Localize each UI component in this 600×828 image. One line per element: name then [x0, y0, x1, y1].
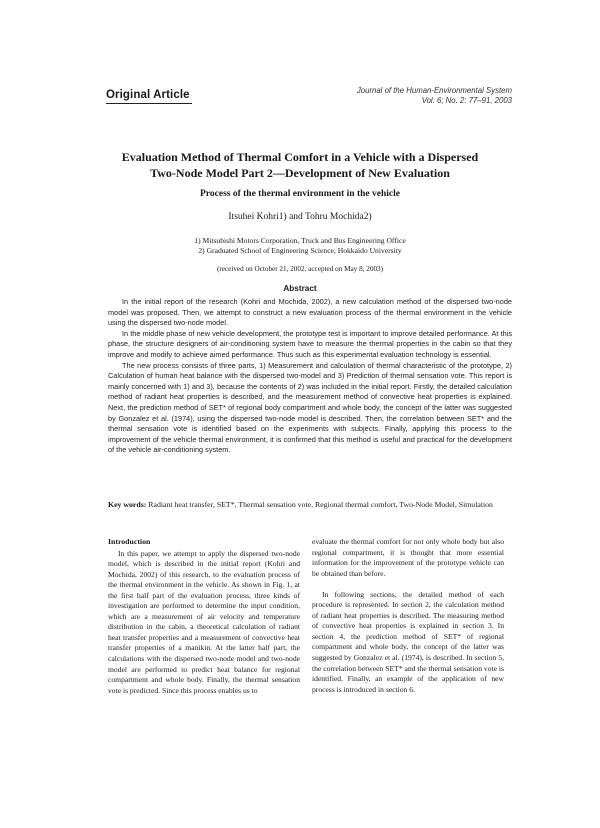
body-paragraph: evaluate the thermal comfort for not only whole body but also regional compartment, it is thought that more essential information for the improvement of the prototype vehicle can be obtained than before. — [312, 537, 504, 578]
affiliations — [100, 236, 500, 256]
paper-subtitle: Process of the thermal environment in the vehicle — [200, 189, 400, 199]
abstract-paragraph: In the middle phase of new vehicle development, the prototype test is important to improve detailed performance. At this phase, the structure designers of air-conditioning system have to measure the thermal properties in the cabin so that they improve and modify to achieve aimed performance. Thus such as this experimental evaluation technology is essential. — [108, 328, 512, 359]
paper-title — [100, 149, 500, 181]
abstract-paragraph: The new process consists of three parts, 1) Measurement and calculation of thermal characteristic of the prototype, 2) Calculation of human heat balance with the dispersed two-model and 3) Prediction of thermal sensation vote. This report is mainly concerned with 1) and 3), because the contents of 2) was included in the initial report. Firstly, the detailed calculation method of radiant heat properties is described, and the measurement method of convective heat properties is explained. Next, the prediction method of SET* of regional body compartment and whole body, the concept of the latter was suggested by Gonzalez et al. (1974), using the dispersed two-node model is described. Then, the correlation between SET* and the thermal sensation vote is identified based on the experiments with subjects. Finally, applying this process to the improvement of the vehicle thermal environment, it is confirmed that this method is useful and practical for the development of the vehicle air-conditioning system. — [108, 360, 512, 455]
keywords-text: Radiant heat transfer, SET*, Thermal sensation vote, Regional thermal comfort, Two-Node Model, Simulation — [148, 500, 493, 509]
abstract-paragraph: In the initial report of the research (Kohri and Mochida, 2002), a new calculation method of the dispersed two-node model was proposed. Then, we attempt to construct a new evaluation process of the thermal environment in the vehicle using the dispersed two-node model. — [108, 297, 512, 328]
abstract-heading: Abstract — [283, 284, 317, 293]
section-heading: Introduction — [108, 537, 151, 546]
body-paragraph: In this paper, we attempt to apply the dispersed two-node model, which is described in the initial report (Kohri and Mochida, 2002) of this research, to the evaluation process of the thermal environment in the vehicle. As shown in Fig. 1, at the first half part of the evaluation process, three kinds of investigation are performed to determine the input condition, which are a measurement of air velocity and temperature distribution in the cabin, a theoretical calculation of radiant heat transfer properties and a measurement of convective heat transfer properties of a manikin. At the latter half part, the calculations with the dispersed two-node model and two-node model are performed to predict heat balance for regional compartment and whole body. Finally, the thermal sensation vote is predicted. Since this process enables us to — [108, 548, 300, 695]
affiliation-2: 2) Graduated School of Engineering Science, Hokkaido University — [198, 246, 402, 255]
affiliation-1: 1) Mitsubishi Motors Corporation, Truck and Bus Engineering Office — [194, 236, 406, 245]
body-column-right — [312, 537, 504, 695]
journal-citation — [357, 86, 512, 106]
keywords-label: Key words: — [108, 500, 147, 509]
article-type-label: Original Article — [106, 89, 192, 104]
keywords — [108, 500, 512, 511]
abstract-body — [108, 297, 512, 456]
journal-volume: Vol. 6; No. 2: 77–91, 2003 — [421, 96, 512, 105]
journal-name: Journal of the Human-Environmental System — [356, 86, 512, 95]
author-list: Itsuhei Kohri1) and Tohru Mochida2) — [228, 212, 372, 222]
title-line-2: Two-Node Model Part 2—Development of New Evaluation — [150, 166, 450, 180]
received-dates: (received on October 21, 2002, accepted on May 8, 2003) — [216, 265, 384, 273]
title-line-1: Evaluation Method of Thermal Comfort in a Vehicle with a Dispersed — [121, 150, 479, 164]
body-paragraph: In following sections, the detailed method of each procedure is represented. In section 2, the calculation method of radiant heat properties is described. The measuring method of convective heat properties is explained in section 3. In section 4, the prediction method of SET* of regional compartment and whole body, the concept of the latter was suggested by Gonzalez et al. (1974), is described. In section 5, the correlation between SET* and the thermal sensation vote is identified. Finally, an example of the application of new process is introduced in section 6. — [312, 589, 504, 694]
body-column-left — [108, 537, 300, 696]
